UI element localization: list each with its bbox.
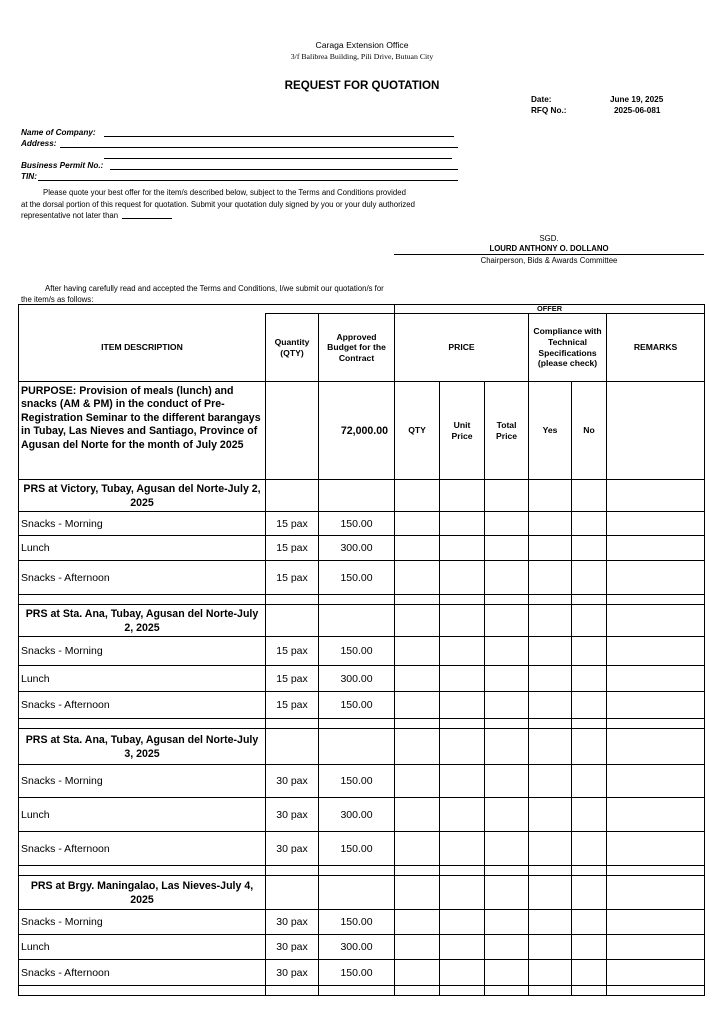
spacer-cell [19, 986, 266, 996]
section-blank-cell[interactable] [607, 876, 705, 910]
section-blank-cell[interactable] [529, 480, 572, 512]
spacer-cell [319, 719, 395, 729]
spacer-cell [19, 719, 266, 729]
section-blank-cell[interactable] [395, 605, 440, 637]
acceptance-line-1: After having carefully read and accepted the Terms and Conditions, I/we submit our quotation/s for [45, 284, 384, 293]
offer-qty-cell[interactable] [395, 637, 440, 666]
remarks-cell[interactable] [607, 512, 705, 536]
table-row [19, 536, 705, 561]
spacer-cell [607, 719, 705, 729]
item-description-header: ITEM DESCRIPTION [19, 314, 266, 382]
office-name: Caraga Extension Office [315, 40, 409, 50]
company-label: Name of Company: [21, 128, 96, 137]
offer-qty-cell[interactable] [395, 935, 440, 960]
permit-label: Business Permit No.: [21, 161, 104, 170]
offer-qty-cell[interactable] [395, 798, 440, 832]
sub-unit-price-header: Unit Price [440, 382, 485, 480]
spacer-cell [319, 595, 395, 605]
section-blank-cell[interactable] [319, 480, 395, 512]
unit-price-cell[interactable] [440, 561, 485, 595]
spacer-cell [485, 719, 529, 729]
spacer-cell [395, 719, 440, 729]
section-blank-cell[interactable] [572, 729, 607, 765]
section-row [19, 729, 705, 765]
total-price-cell[interactable] [485, 692, 529, 719]
rfq-label: RFQ No.: [531, 106, 567, 115]
spacer-cell [607, 595, 705, 605]
item-budget: 300.00 [319, 666, 395, 692]
price-header: PRICE [395, 314, 529, 382]
sgd-text: SGD. [539, 234, 559, 243]
no-check-cell[interactable] [572, 910, 607, 935]
spacer-cell [529, 986, 572, 996]
sub-yes-header: Yes [529, 382, 572, 480]
yes-check-cell[interactable] [529, 536, 572, 561]
instructions [21, 187, 461, 222]
item-description: Snacks - Afternoon [19, 561, 266, 595]
yes-check-cell[interactable] [529, 935, 572, 960]
offer-qty-cell[interactable] [395, 692, 440, 719]
instructions-line-1: Please quote your best offer for the item/s described below, subject to the Terms and Conditions provided [43, 188, 406, 197]
unit-price-cell[interactable] [440, 637, 485, 666]
section-blank-cell[interactable] [529, 605, 572, 637]
spacer-cell [529, 595, 572, 605]
section-blank-cell[interactable] [529, 876, 572, 910]
spacer-cell [395, 866, 440, 876]
no-check-cell[interactable] [572, 832, 607, 866]
item-budget: 150.00 [319, 765, 395, 798]
section-blank-cell[interactable] [440, 605, 485, 637]
table-row [19, 960, 705, 986]
total-price-cell[interactable] [485, 512, 529, 536]
item-budget: 150.00 [319, 561, 395, 595]
sub-no-header: No [572, 382, 607, 480]
table-row [19, 935, 705, 960]
offer-header: OFFER [395, 305, 705, 314]
item-quantity: 15 pax [266, 561, 319, 595]
item-budget: 150.00 [319, 910, 395, 935]
yes-check-cell[interactable] [529, 561, 572, 595]
section-blank-cell[interactable] [395, 480, 440, 512]
spacer-cell [266, 595, 319, 605]
instructions-line-2: at the dorsal portion of this request for quotation. Submit your quotation duly signed by you or your duly authorized [21, 199, 415, 209]
item-quantity: 15 pax [266, 666, 319, 692]
total-price-cell[interactable] [485, 666, 529, 692]
yes-check-cell[interactable] [529, 765, 572, 798]
spacer-cell [440, 866, 485, 876]
item-description: Snacks - Afternoon [19, 692, 266, 719]
section-blank-cell[interactable] [572, 480, 607, 512]
section-title: PRS at Sta. Ana, Tubay, Agusan del Norte-July 2, 2025 [19, 605, 266, 637]
section-blank-cell[interactable] [319, 729, 395, 765]
offer-qty-cell[interactable] [395, 960, 440, 986]
remarks-header: REMARKS [607, 314, 705, 382]
spacer-cell [440, 986, 485, 996]
offer-spacer [19, 305, 395, 314]
item-description: Snacks - Morning [19, 637, 266, 666]
item-quantity: 15 pax [266, 512, 319, 536]
spacer-cell [485, 595, 529, 605]
no-check-cell[interactable] [572, 798, 607, 832]
quotation-table [18, 304, 705, 996]
item-budget: 300.00 [319, 935, 395, 960]
unit-price-cell[interactable] [440, 512, 485, 536]
no-check-cell[interactable] [572, 536, 607, 561]
section-blank-cell[interactable] [395, 729, 440, 765]
item-quantity: 15 pax [266, 536, 319, 561]
company-line[interactable] [104, 136, 454, 137]
no-check-cell[interactable] [572, 692, 607, 719]
item-budget: 150.00 [319, 960, 395, 986]
signatory-name: LOURD ANTHONY O. DOLLANO [489, 244, 609, 253]
yes-check-cell[interactable] [529, 666, 572, 692]
yes-check-cell[interactable] [529, 692, 572, 719]
item-quantity: 30 pax [266, 798, 319, 832]
section-row [19, 605, 705, 637]
offer-qty-cell[interactable] [395, 832, 440, 866]
date-value: June 19, 2025 [610, 95, 664, 104]
sub-qty-header: QTY [395, 382, 440, 480]
item-quantity: 30 pax [266, 832, 319, 866]
table-row [19, 666, 705, 692]
tin-label: TIN: [21, 172, 37, 181]
quantity-header: Quantity (QTY) [266, 314, 319, 382]
item-budget: 150.00 [319, 832, 395, 866]
spacer-cell [19, 595, 266, 605]
unit-price-cell[interactable] [440, 960, 485, 986]
spacer-cell [572, 719, 607, 729]
permit-line[interactable] [110, 169, 458, 170]
remarks-cell[interactable] [607, 561, 705, 595]
acceptance-line-2: the item/s as follows: [21, 294, 94, 304]
item-description: Lunch [19, 666, 266, 692]
total-price-cell[interactable] [485, 960, 529, 986]
yes-check-cell[interactable] [529, 960, 572, 986]
total-price-cell[interactable] [485, 798, 529, 832]
spacer-cell [266, 986, 319, 996]
section-blank-cell[interactable] [266, 876, 319, 910]
rfq-value: 2025-06-081 [614, 106, 661, 115]
no-check-cell[interactable] [572, 637, 607, 666]
offer-qty-cell[interactable] [395, 666, 440, 692]
section-blank-cell[interactable] [266, 480, 319, 512]
item-quantity: 30 pax [266, 910, 319, 935]
remarks-cell[interactable] [607, 910, 705, 935]
section-blank-cell[interactable] [440, 480, 485, 512]
total-price-cell[interactable] [485, 910, 529, 935]
item-budget: 150.00 [319, 512, 395, 536]
spacer-row [19, 719, 705, 729]
sub-total-price-header: Total Price [485, 382, 529, 480]
unit-price-cell[interactable] [440, 765, 485, 798]
spacer-row [19, 595, 705, 605]
compliance-header: Compliance with Technical Specifications (please check) [529, 314, 607, 382]
spacer-cell [607, 986, 705, 996]
remarks-cell[interactable] [607, 960, 705, 986]
item-description: Snacks - Afternoon [19, 832, 266, 866]
table-row [19, 637, 705, 666]
purpose-remarks-cell[interactable] [607, 382, 705, 480]
remarks-cell[interactable] [607, 832, 705, 866]
unit-price-cell[interactable] [440, 832, 485, 866]
spacer-row [19, 986, 705, 996]
item-description: Lunch [19, 798, 266, 832]
yes-check-cell[interactable] [529, 832, 572, 866]
no-check-cell[interactable] [572, 666, 607, 692]
yes-check-cell[interactable] [529, 512, 572, 536]
item-budget: 300.00 [319, 536, 395, 561]
table-row [19, 798, 705, 832]
total-price-cell[interactable] [485, 536, 529, 561]
unit-price-cell[interactable] [440, 798, 485, 832]
section-blank-cell[interactable] [572, 876, 607, 910]
spacer-cell [572, 986, 607, 996]
spacer-cell [440, 719, 485, 729]
instructions-line-3: representative not later than [21, 211, 119, 221]
document-title: REQUEST FOR QUOTATION [284, 79, 440, 92]
spacer-cell [485, 986, 529, 996]
office-address: 3/f Balibrea Building, Pili Drive, Butuan City [290, 52, 434, 61]
item-description: Lunch [19, 935, 266, 960]
item-description: Snacks - Afternoon [19, 960, 266, 986]
item-description: Snacks - Morning [19, 765, 266, 798]
budget-header: Approved Budget for the Contract [319, 314, 395, 382]
section-title: PRS at Victory, Tubay, Agusan del Norte-July 2, 2025 [19, 480, 266, 512]
spacer-cell [395, 595, 440, 605]
section-blank-cell[interactable] [266, 605, 319, 637]
tin-line[interactable] [38, 180, 458, 181]
total-price-cell[interactable] [485, 765, 529, 798]
item-quantity: 15 pax [266, 637, 319, 666]
item-budget: 300.00 [319, 798, 395, 832]
total-price-cell[interactable] [485, 561, 529, 595]
remarks-cell[interactable] [607, 692, 705, 719]
item-quantity: 30 pax [266, 765, 319, 798]
table-row [19, 692, 705, 719]
section-blank-cell[interactable] [319, 605, 395, 637]
no-check-cell[interactable] [572, 512, 607, 536]
section-blank-cell[interactable] [607, 605, 705, 637]
remarks-cell[interactable] [607, 798, 705, 832]
remarks-cell[interactable] [607, 666, 705, 692]
section-blank-cell[interactable] [529, 729, 572, 765]
section-blank-cell[interactable] [395, 876, 440, 910]
remarks-cell[interactable] [607, 765, 705, 798]
offer-qty-cell[interactable] [395, 910, 440, 935]
unit-price-cell[interactable] [440, 910, 485, 935]
table-row [19, 512, 705, 536]
spacer-cell [266, 719, 319, 729]
section-blank-cell[interactable] [485, 480, 529, 512]
spacer-cell [440, 595, 485, 605]
yes-check-cell[interactable] [529, 637, 572, 666]
section-blank-cell[interactable] [607, 729, 705, 765]
section-blank-cell[interactable] [485, 729, 529, 765]
spacer-cell [319, 986, 395, 996]
no-check-cell[interactable] [572, 765, 607, 798]
date-label: Date: [531, 95, 552, 104]
item-description: Snacks - Morning [19, 512, 266, 536]
remarks-cell[interactable] [607, 935, 705, 960]
spacer-cell [572, 866, 607, 876]
section-blank-cell[interactable] [266, 729, 319, 765]
yes-check-cell[interactable] [529, 910, 572, 935]
no-check-cell[interactable] [572, 935, 607, 960]
spacer-cell [572, 595, 607, 605]
section-blank-cell[interactable] [607, 480, 705, 512]
offer-qty-cell[interactable] [395, 536, 440, 561]
signature-line [394, 254, 704, 255]
deadline-blank[interactable] [122, 210, 172, 219]
purpose-cell: PURPOSE: Provision of meals (lunch) and snacks (AM & PM) in the conduct of Pre-Registration Seminar to the different barangays in Tubay, Las Nieves and Santiago, Province of Agusan del Norte for the month of July 2025 [19, 382, 266, 480]
unit-price-cell[interactable] [440, 666, 485, 692]
address-label: Address: [21, 139, 57, 148]
section-row [19, 876, 705, 910]
item-quantity: 30 pax [266, 935, 319, 960]
remarks-cell[interactable] [607, 536, 705, 561]
spacer-cell [529, 866, 572, 876]
total-price-cell[interactable] [485, 935, 529, 960]
address-line[interactable] [60, 147, 458, 148]
section-blank-cell[interactable] [485, 605, 529, 637]
spacer-cell [395, 986, 440, 996]
total-price-cell[interactable] [485, 637, 529, 666]
section-blank-cell[interactable] [485, 876, 529, 910]
section-title: PRS at Brgy. Maningalao, Las Nieves-July 4, 2025 [19, 876, 266, 910]
unit-price-cell[interactable] [440, 692, 485, 719]
spacer-cell [607, 866, 705, 876]
total-budget: 72,000.00 [319, 382, 395, 480]
section-row [19, 480, 705, 512]
purpose-qty-cell[interactable] [266, 382, 319, 480]
no-check-cell[interactable] [572, 960, 607, 986]
table-row [19, 910, 705, 935]
item-budget: 150.00 [319, 692, 395, 719]
section-blank-cell[interactable] [572, 605, 607, 637]
offer-qty-cell[interactable] [395, 765, 440, 798]
no-check-cell[interactable] [572, 561, 607, 595]
offer-qty-cell[interactable] [395, 512, 440, 536]
item-quantity: 30 pax [266, 960, 319, 986]
address-line-2[interactable] [104, 158, 452, 159]
table-row [19, 832, 705, 866]
yes-check-cell[interactable] [529, 798, 572, 832]
section-title: PRS at Sta. Ana, Tubay, Agusan del Norte-July 3, 2025 [19, 729, 266, 765]
item-description: Lunch [19, 536, 266, 561]
unit-price-cell[interactable] [440, 935, 485, 960]
table-row [19, 561, 705, 595]
spacer-cell [529, 719, 572, 729]
spacer-cell [485, 866, 529, 876]
item-quantity: 15 pax [266, 692, 319, 719]
remarks-cell[interactable] [607, 637, 705, 666]
unit-price-cell[interactable] [440, 536, 485, 561]
section-blank-cell[interactable] [319, 876, 395, 910]
spacer-row [19, 866, 705, 876]
item-description: Snacks - Morning [19, 910, 266, 935]
offer-qty-cell[interactable] [395, 561, 440, 595]
spacer-cell [319, 866, 395, 876]
table-row [19, 765, 705, 798]
section-blank-cell[interactable] [440, 876, 485, 910]
spacer-cell [19, 866, 266, 876]
spacer-cell [266, 866, 319, 876]
total-price-cell[interactable] [485, 832, 529, 866]
item-budget: 150.00 [319, 637, 395, 666]
signatory-position: Chairperson, Bids & Awards Committee [480, 256, 618, 265]
section-blank-cell[interactable] [440, 729, 485, 765]
acceptance-text [21, 284, 421, 305]
